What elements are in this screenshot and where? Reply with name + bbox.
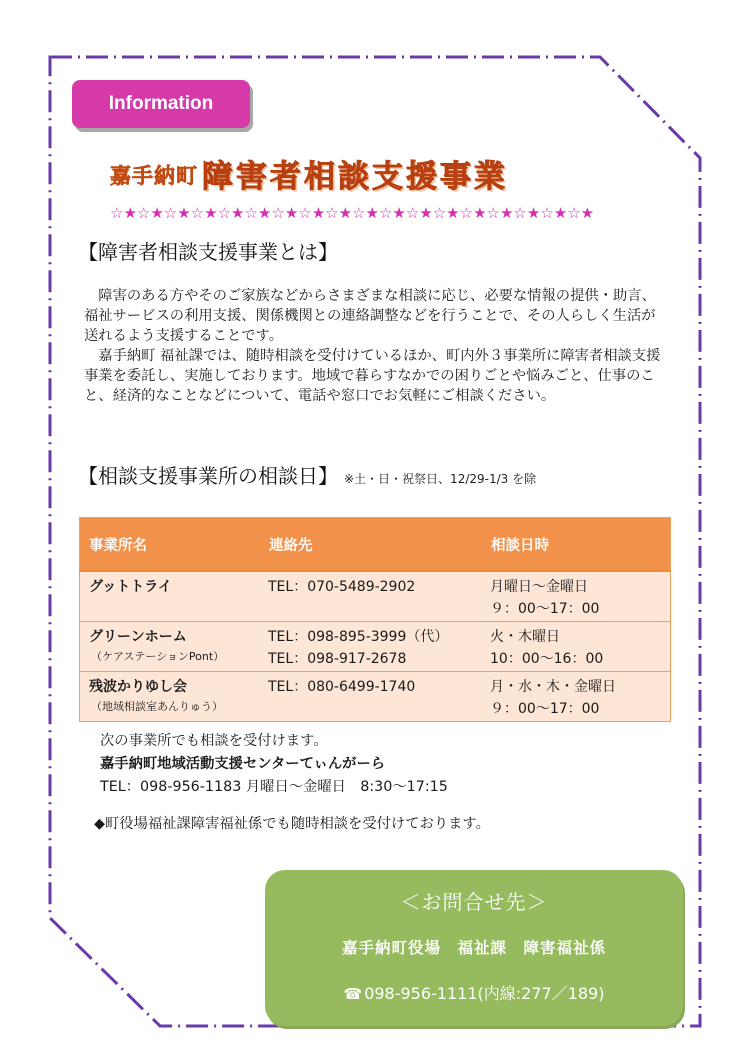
star-divider: ☆★☆★☆★☆★☆★☆★☆★☆★☆★☆★☆★☆★☆★☆★☆★☆★☆★☆★: [110, 204, 595, 222]
about-paragraph-1: 障害のある方やそのご家族などからさまざまな相談に応じ、必要な情報の提供・助言、福祉サービスの利用支援、関係機関との連絡調整などを行うことで、その人らしく生活が送れるよう支援することです。: [84, 288, 656, 344]
office-subname: （ケアステーションPont）: [91, 650, 225, 663]
office-name: グリーンホーム: [89, 629, 187, 645]
schedule-heading-text: 【相談支援事業所の相談日】: [78, 464, 338, 488]
office-tel: TEL：080-6499-1740: [268, 679, 416, 695]
section-heading-about: 【障害者相談支援事業とは】: [78, 240, 338, 264]
office-name: 残波かりゆし会: [89, 679, 187, 695]
contact-phone-number: 098-956-1111(内線:277／189): [364, 984, 605, 1003]
schedule-days: 火・木曜日: [490, 629, 560, 645]
activity-center-name: 嘉手納町地域活動支援センターてぃんがーら: [100, 756, 386, 772]
schedule-cell: [490, 622, 671, 672]
office-name-cell: [80, 571, 269, 622]
schedule-hours: 10：00～16：00: [490, 651, 604, 667]
schedule-cell: [490, 672, 671, 722]
schedule-days: 月・水・木・金曜日: [490, 679, 616, 695]
schedule-hours: ９：00～17：00: [490, 601, 600, 617]
contact-cell: [268, 622, 490, 672]
col-office-name: 事業所名: [80, 518, 269, 572]
office-name-cell: [80, 622, 269, 672]
page-title: [110, 146, 650, 196]
additional-offices: [94, 730, 620, 836]
table-row: [80, 571, 671, 622]
title-main: 障害者相談支援事業: [202, 159, 508, 195]
section-heading-schedule: [78, 460, 536, 489]
table-row: [80, 622, 671, 672]
contact-department: 嘉手納町役場 福祉課 障害福祉係: [341, 939, 606, 957]
col-contact: 連絡先: [268, 518, 490, 572]
schedule-hours: ９：00～17：00: [490, 701, 600, 717]
contact-box: [265, 870, 683, 1026]
office-subname: （地域相談室あんりゅう）: [91, 700, 223, 713]
activity-center-tel: TEL：098-956-1183 月曜日～金曜日 8:30～17:15: [100, 779, 448, 795]
table-header-row: [80, 518, 671, 572]
about-paragraph-2: 嘉手納町 福祉課では、随時相談を受付けているほか、町内外３事業所に障害者相談支援事業を委託し、実施しております。地域で暮らすなかでの困りごとや悩みごと、仕事のこと、経済的なことなどについて、電話や窓口でお気軽にご相談ください。: [84, 348, 661, 404]
title-town: 嘉手納町: [110, 164, 198, 188]
contact-phone: [265, 981, 683, 1004]
town-office-note: ◆町役場福祉課障害福祉係でも随時相談を受付けております。: [94, 816, 490, 832]
office-name: グットトライ: [89, 579, 172, 595]
office-table: [79, 517, 671, 722]
office-tel: TEL：098-917-2678: [268, 651, 407, 667]
office-name-cell: [80, 672, 269, 722]
table-row: [80, 672, 671, 722]
contact-title: ＜お問合せ先＞: [400, 890, 548, 914]
schedule-days: 月曜日～金曜日: [490, 579, 588, 595]
additional-intro: 次の事業所でも相談を受付けます。: [100, 733, 328, 749]
schedule-cell: [490, 571, 671, 622]
holiday-note: ※土・日・祝祭日、12/29-1/3 を除: [344, 472, 537, 486]
office-tel: TEL：098-895-3999（代）: [268, 629, 449, 645]
col-schedule: 相談日時: [490, 518, 671, 572]
contact-cell: [268, 571, 490, 622]
information-badge: Information: [72, 80, 250, 128]
contact-cell: [268, 672, 490, 722]
phone-icon: ☎: [343, 985, 363, 1003]
office-tel: TEL：070-5489-2902: [268, 579, 416, 595]
about-paragraphs: [84, 286, 664, 406]
